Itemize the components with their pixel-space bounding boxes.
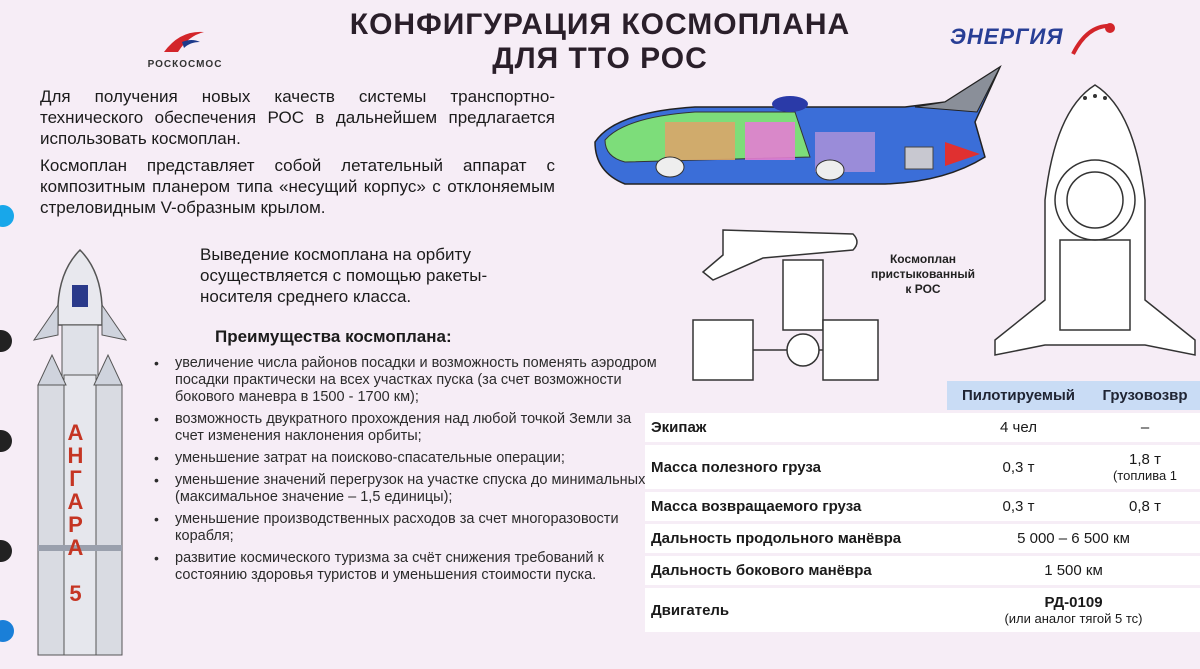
rocket-label: АНГАРА 5 bbox=[63, 420, 88, 604]
side-dot bbox=[0, 540, 12, 562]
cosmoplane-front-view bbox=[985, 80, 1200, 380]
list-item: • увеличение числа районов посадки и возможность поменять аэродром посадки практически на всех участках пуска (за счет возможности бокового маневра в 1500 - 1700 км); bbox=[150, 355, 660, 406]
spec-table bbox=[645, 378, 1200, 635]
table-row: Масса полезного груза 0,3 т 1,8 т (топлива 1 bbox=[645, 445, 1200, 489]
table-row: Дальность продольного манёвра 5 000 – 6 500 км bbox=[645, 524, 1200, 553]
table-row: Двигатель РД-0109 (или аналог тягой 5 тс) bbox=[645, 588, 1200, 632]
side-dot bbox=[0, 330, 12, 352]
advantages-list bbox=[150, 355, 660, 589]
intro-paragraph-1: Для получения новых качеств системы транспортно-технического обеспечения РОС в дальнейшем предлагается использовать космоплан. bbox=[40, 87, 555, 148]
table-header-row bbox=[645, 381, 1200, 410]
docked-station-drawing bbox=[683, 220, 883, 400]
title-line-2: ДЛЯ ТТО РОС bbox=[492, 42, 708, 75]
energia-swoosh-icon bbox=[1068, 20, 1118, 60]
table-row: Дальность бокового манёвра 1 500 км bbox=[645, 556, 1200, 585]
roscosmos-logo bbox=[130, 28, 240, 70]
col-header-piloted: Пилотируемый bbox=[947, 381, 1090, 410]
docked-label: Космоплан пристыкованный к РОС bbox=[871, 252, 975, 296]
title-line-1: КОНФИГУРАЦИЯ КОСМОПЛАНА bbox=[349, 8, 851, 41]
table-row: Масса возвращаемого груза 0,3 т 0,8 т bbox=[645, 492, 1200, 521]
list-item: • развитие космического туризма за счёт снижения требований к состоянию здоровья туристов и уменьшения стоимости пуска. bbox=[150, 550, 660, 584]
list-item: • уменьшение значений перегрузок на участке спуска до минимальных (максимальное значение – 1,5 единицы); bbox=[150, 472, 660, 506]
intro-paragraph-2: Космоплан представляет собой летательный аппарат с композитным планером типа «несущий корпус» с отклоняемым стреловидным V-образным крылом. bbox=[40, 156, 555, 217]
list-item: • уменьшение производственных расходов за счет многоразовости корабля; bbox=[150, 511, 660, 545]
energia-logo bbox=[950, 20, 1118, 60]
col-header-cargo: Грузовозвр bbox=[1090, 381, 1200, 410]
roscosmos-text: РОСКОСМОС bbox=[147, 59, 223, 70]
cosmoplane-side-view bbox=[585, 62, 1005, 197]
energia-text: ЭНЕРГИЯ bbox=[950, 24, 1064, 50]
side-dot bbox=[0, 620, 14, 642]
advantages-title: Преимущества космоплана: bbox=[215, 327, 452, 346]
side-dot bbox=[0, 205, 14, 227]
table-row: Экипаж 4 чел – bbox=[645, 413, 1200, 442]
list-item: • уменьшение затрат на поисково-спасательные операции; bbox=[150, 450, 660, 467]
intro-paragraph-3: Выведение космоплана на орбиту осуществляется с помощью ракеты-носителя среднего класса. bbox=[200, 245, 488, 306]
list-item: • возможность двукратного прохождения над любой точкой Земли за счет изменения наклонения орбиты; bbox=[150, 411, 660, 445]
side-dot bbox=[0, 430, 12, 452]
roscosmos-emblem-icon bbox=[160, 28, 210, 54]
